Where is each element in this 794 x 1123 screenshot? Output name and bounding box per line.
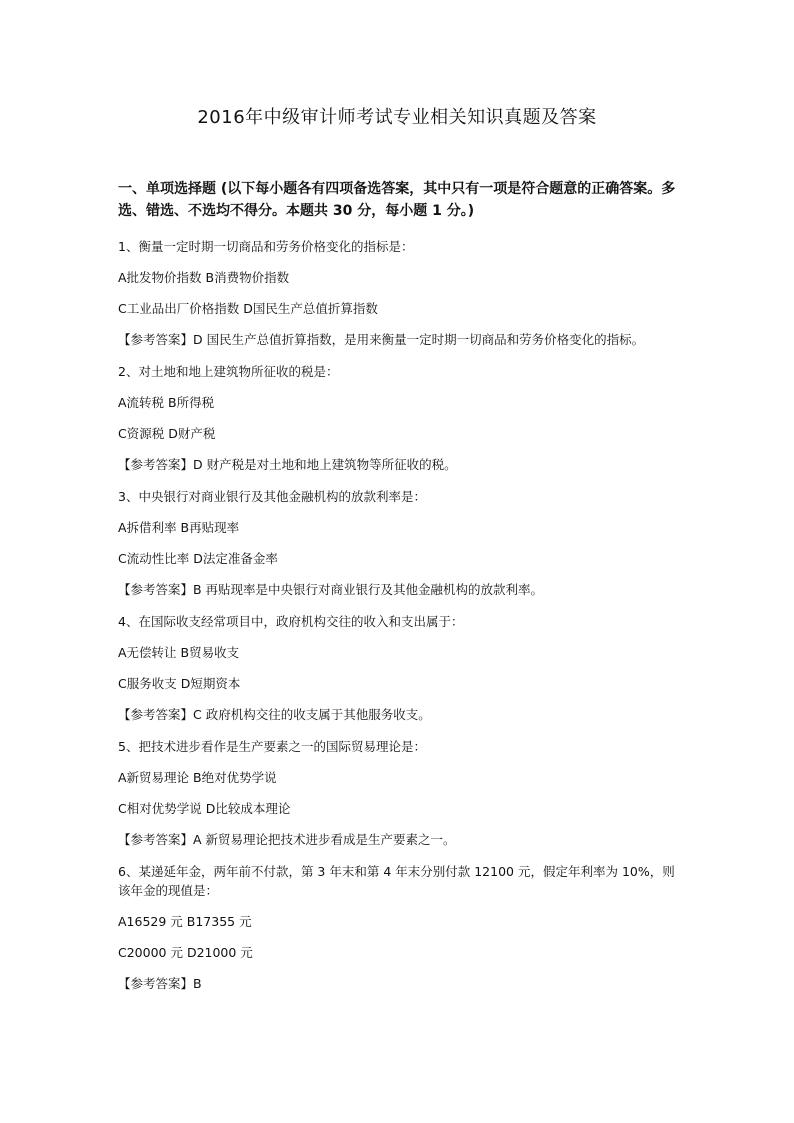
question-text: 6、某递延年金，两年前不付款，第 3 年末和第 4 年末分别付款 12100 元，假定年利率为 10%，则该年金的现值是：	[118, 864, 675, 898]
options-line: A流转税 B所得税	[118, 395, 215, 410]
question-block	[118, 612, 678, 725]
answer-text: 【参考答案】B	[118, 976, 202, 991]
answer-text: 【参考答案】A 新贸易理论把技术进步看成是生产要素之一。	[118, 832, 456, 847]
options-line: A16529 元 B17355 元	[118, 914, 252, 929]
answer-text: 【参考答案】B 再贴现率是中央银行对商业银行及其他金融机构的放款利率。	[118, 582, 544, 597]
question-text: 2、对土地和地上建筑物所征收的税是：	[118, 364, 339, 379]
options-line: C服务收支 D短期资本	[118, 676, 241, 691]
question-block	[118, 862, 678, 994]
question-block	[118, 487, 678, 600]
question-block	[118, 362, 678, 475]
question-text: 4、在国际收支经常项目中，政府机构交往的收入和支出属于：	[118, 614, 464, 629]
answer-text: 【参考答案】D 财产税是对土地和地上建筑物等所征收的税。	[118, 457, 457, 472]
options-line: A无偿转让 B贸易收支	[118, 645, 240, 660]
options-line: C20000 元 D21000 元	[118, 945, 253, 960]
options-line: C流动性比率 D法定准备金率	[118, 551, 278, 566]
answer-text: 【参考答案】C 政府机构交往的收支属于其他服务收支。	[118, 707, 431, 722]
document-title: 2016年中级审计师考试专业相关知识真题及答案	[197, 107, 597, 128]
question-text: 3、中央银行对商业银行及其他金融机构的放款利率是：	[118, 489, 426, 504]
options-line: C工业品出厂价格指数 D国民生产总值折算指数	[118, 301, 378, 316]
options-line: C相对优势学说 D比较成本理论	[118, 801, 291, 816]
options-line: C资源税 D财产税	[118, 426, 216, 441]
options-line: A新贸易理论 B绝对优势学说	[118, 770, 277, 785]
options-line: A拆借利率 B再贴现率	[118, 520, 240, 535]
options-line: A批发物价指数 B消费物价指数	[118, 270, 290, 285]
question-block	[118, 237, 678, 350]
question-block	[118, 737, 678, 850]
answer-text: 【参考答案】D 国民生产总值折算指数，是用来衡量一定时期一切商品和劳务价格变化的指标。	[118, 332, 645, 347]
section-heading: 一、单项选择题 (以下每小题各有四项备选答案，其中只有一项是符合题意的正确答案。多选、错选、不选均不得分。本题共 30 分，每小题 1 分。)	[118, 181, 676, 219]
question-text: 1、衡量一定时期一切商品和劳务价格变化的指标是：	[118, 239, 414, 254]
document-content	[118, 178, 678, 1006]
question-text: 5、把技术进步看作是生产要素之一的国际贸易理论是：	[118, 739, 426, 754]
